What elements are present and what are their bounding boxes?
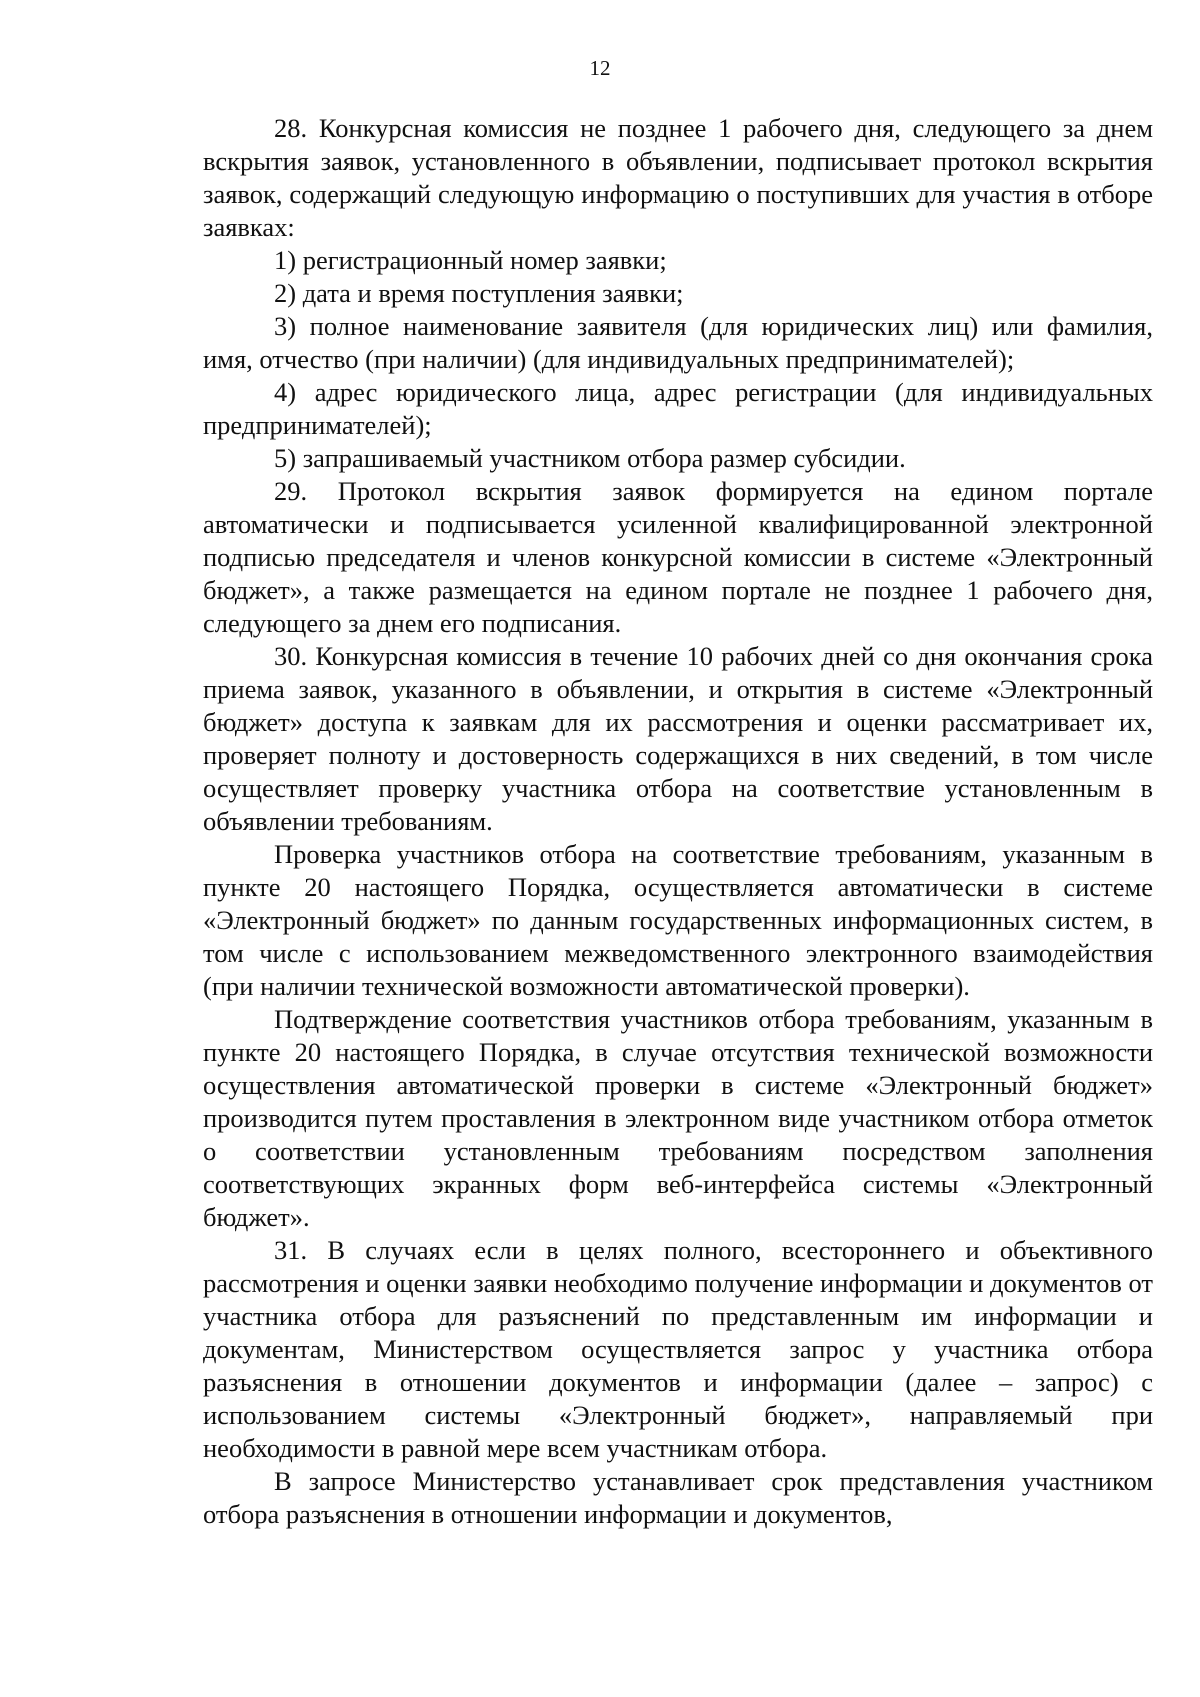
document-body xyxy=(203,112,1153,1531)
paragraph-31: 31. В случаях если в целях полного, всестороннего и объективного рассмотрения и оценки заявки необходимо получение информации и документов от участника отбора для разъяснений по представленным им информации и документам, Министерством осуществляется запрос у участника отбора разъяснения в отношении документов и информации (далее – запрос) с использованием системы «Электронный бюджет», направляемый при необходимости в равной мере всем участникам отбора. xyxy=(203,1235,1153,1463)
list-item-5: 5) запрашиваемый участником отбора размер субсидии. xyxy=(274,443,906,473)
paragraph-31-request: В запросе Министерство устанавливает срок представления участником отбора разъяснения в отношении информации и документов, xyxy=(203,1466,1153,1529)
paragraph-29: 29. Протокол вскрытия заявок формируется на едином портале автоматически и подписывается усиленной квалифицированной электронной подписью председателя и членов конкурсной комиссии в системе «Электронный бюджет», а также размещается на едином портале не позднее 1 рабочего дня, следующего за днем его подписания. xyxy=(203,476,1153,638)
list-item-2: 2) дата и время поступления заявки; xyxy=(274,278,684,308)
page-number: 12 xyxy=(589,56,611,80)
list-item-4: 4) адрес юридического лица, адрес регистрации (для индивидуальных предпринимателей); xyxy=(203,377,1153,440)
list-item-3: 3) полное наименование заявителя (для юридических лиц) или фамилия, имя, отчество (при наличии) (для индивидуальных предпринимателей); xyxy=(203,311,1153,374)
list-item-1: 1) регистрационный номер заявки; xyxy=(274,245,667,275)
paragraph-30: 30. Конкурсная комиссия в течение 10 рабочих дней со дня окончания срока приема заявок, указанного в объявлении, и открытия в системе «Электронный бюджет» доступа к заявкам для их рассмотрения и оценки рассматривает их, проверяет полноту и достоверность содержащихся в них сведений, в том числе осуществляет проверку участника отбора на соответствие установленным в объявлении требованиям. xyxy=(203,641,1153,836)
paragraph-30-check: Проверка участников отбора на соответствие требованиям, указанным в пункте 20 настоящего Порядка, осуществляется автоматически в системе «Электронный бюджет» по данным государственных информационных систем, в том числе с использованием межведомственного электронного взаимодействия (при наличии технической возможности автоматической проверки). xyxy=(203,839,1153,1001)
paragraph-28: 28. Конкурсная комиссия не позднее 1 рабочего дня, следующего за днем вскрытия заявок, установленного в объявлении, подписывает протокол вскрытия заявок, содержащий следующую информацию о поступивших для участия в отборе заявках: xyxy=(203,113,1153,242)
paragraph-30-confirmation: Подтверждение соответствия участников отбора требованиям, указанным в пункте 20 настоящего Порядка, в случае отсутствия технической возможности осуществления автоматической проверки в системе «Электронный бюджет» производится путем проставления в электронном виде участником отбора отметок о соответствии установленным требованиям посредством заполнения соответствующих экранных форм веб-интерфейса системы «Электронный бюджет». xyxy=(203,1004,1153,1232)
